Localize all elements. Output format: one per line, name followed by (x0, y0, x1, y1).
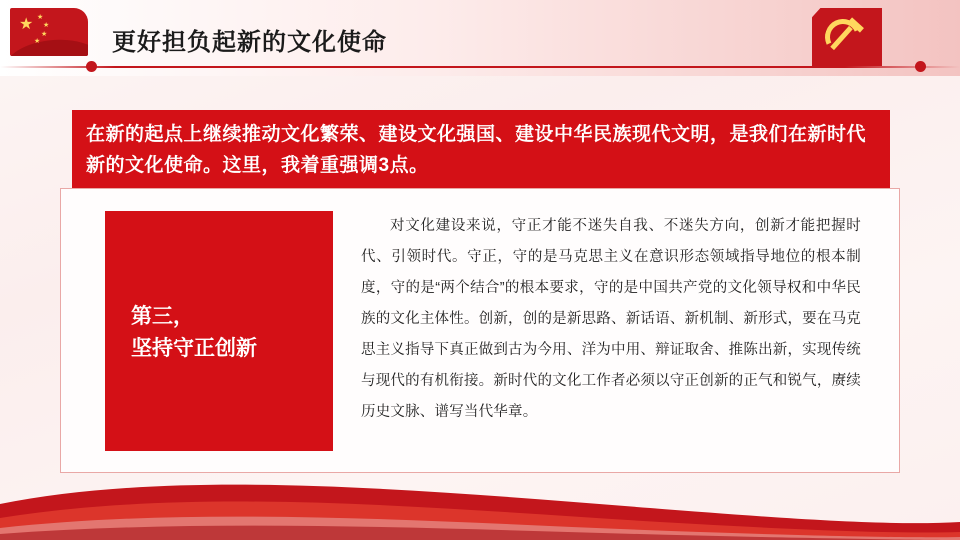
divider-dot-right (915, 61, 926, 72)
section-badge-line1: 第三， (131, 305, 194, 328)
red-wave-ribbon-icon (0, 464, 960, 540)
section-badge-label (131, 301, 257, 365)
party-flag-icon: ★ ★ ★ ★ ★ (10, 8, 88, 56)
body-paragraph: 对文化建设来说，守正才能不迷失自我、不迷失方向，创新才能把握时代、引领时代。守正，守的是马克思主义在意识形态领域指导地位的根本制度，守的是“两个结合”的根本要求，守的是中国共产党的文化领导权和中华民族的文化主体性。创新，创的是新思路、新话语、新机制、新形式，要在马克思主义指导下真正做到古为今用、洋为中用、辩证取舍、推陈出新，实现传统与现代的有机衔接。新时代的文化工作者必须以守正创新的正气和锐气，赓续历史文脉、谱写当代华章。 (361, 218, 861, 420)
header-divider (0, 66, 960, 68)
section-badge (105, 211, 333, 451)
footer-decoration (0, 464, 960, 540)
section-badge-line2: 坚持守正创新 (131, 337, 257, 360)
banner-text: 在新的起点上继续推动文化繁荣、建设文化强国、建设中华民族现代文明，是我们在新时代新的文化使命。这里，我着重强调3点。 (86, 124, 867, 176)
divider-dot-left (86, 61, 97, 72)
slide-header (0, 0, 960, 76)
highlight-banner (72, 110, 890, 191)
content-card (60, 188, 900, 473)
hammer-sickle-icon (812, 8, 882, 66)
page-title: 更好担负起新的文化使命 (112, 29, 387, 56)
